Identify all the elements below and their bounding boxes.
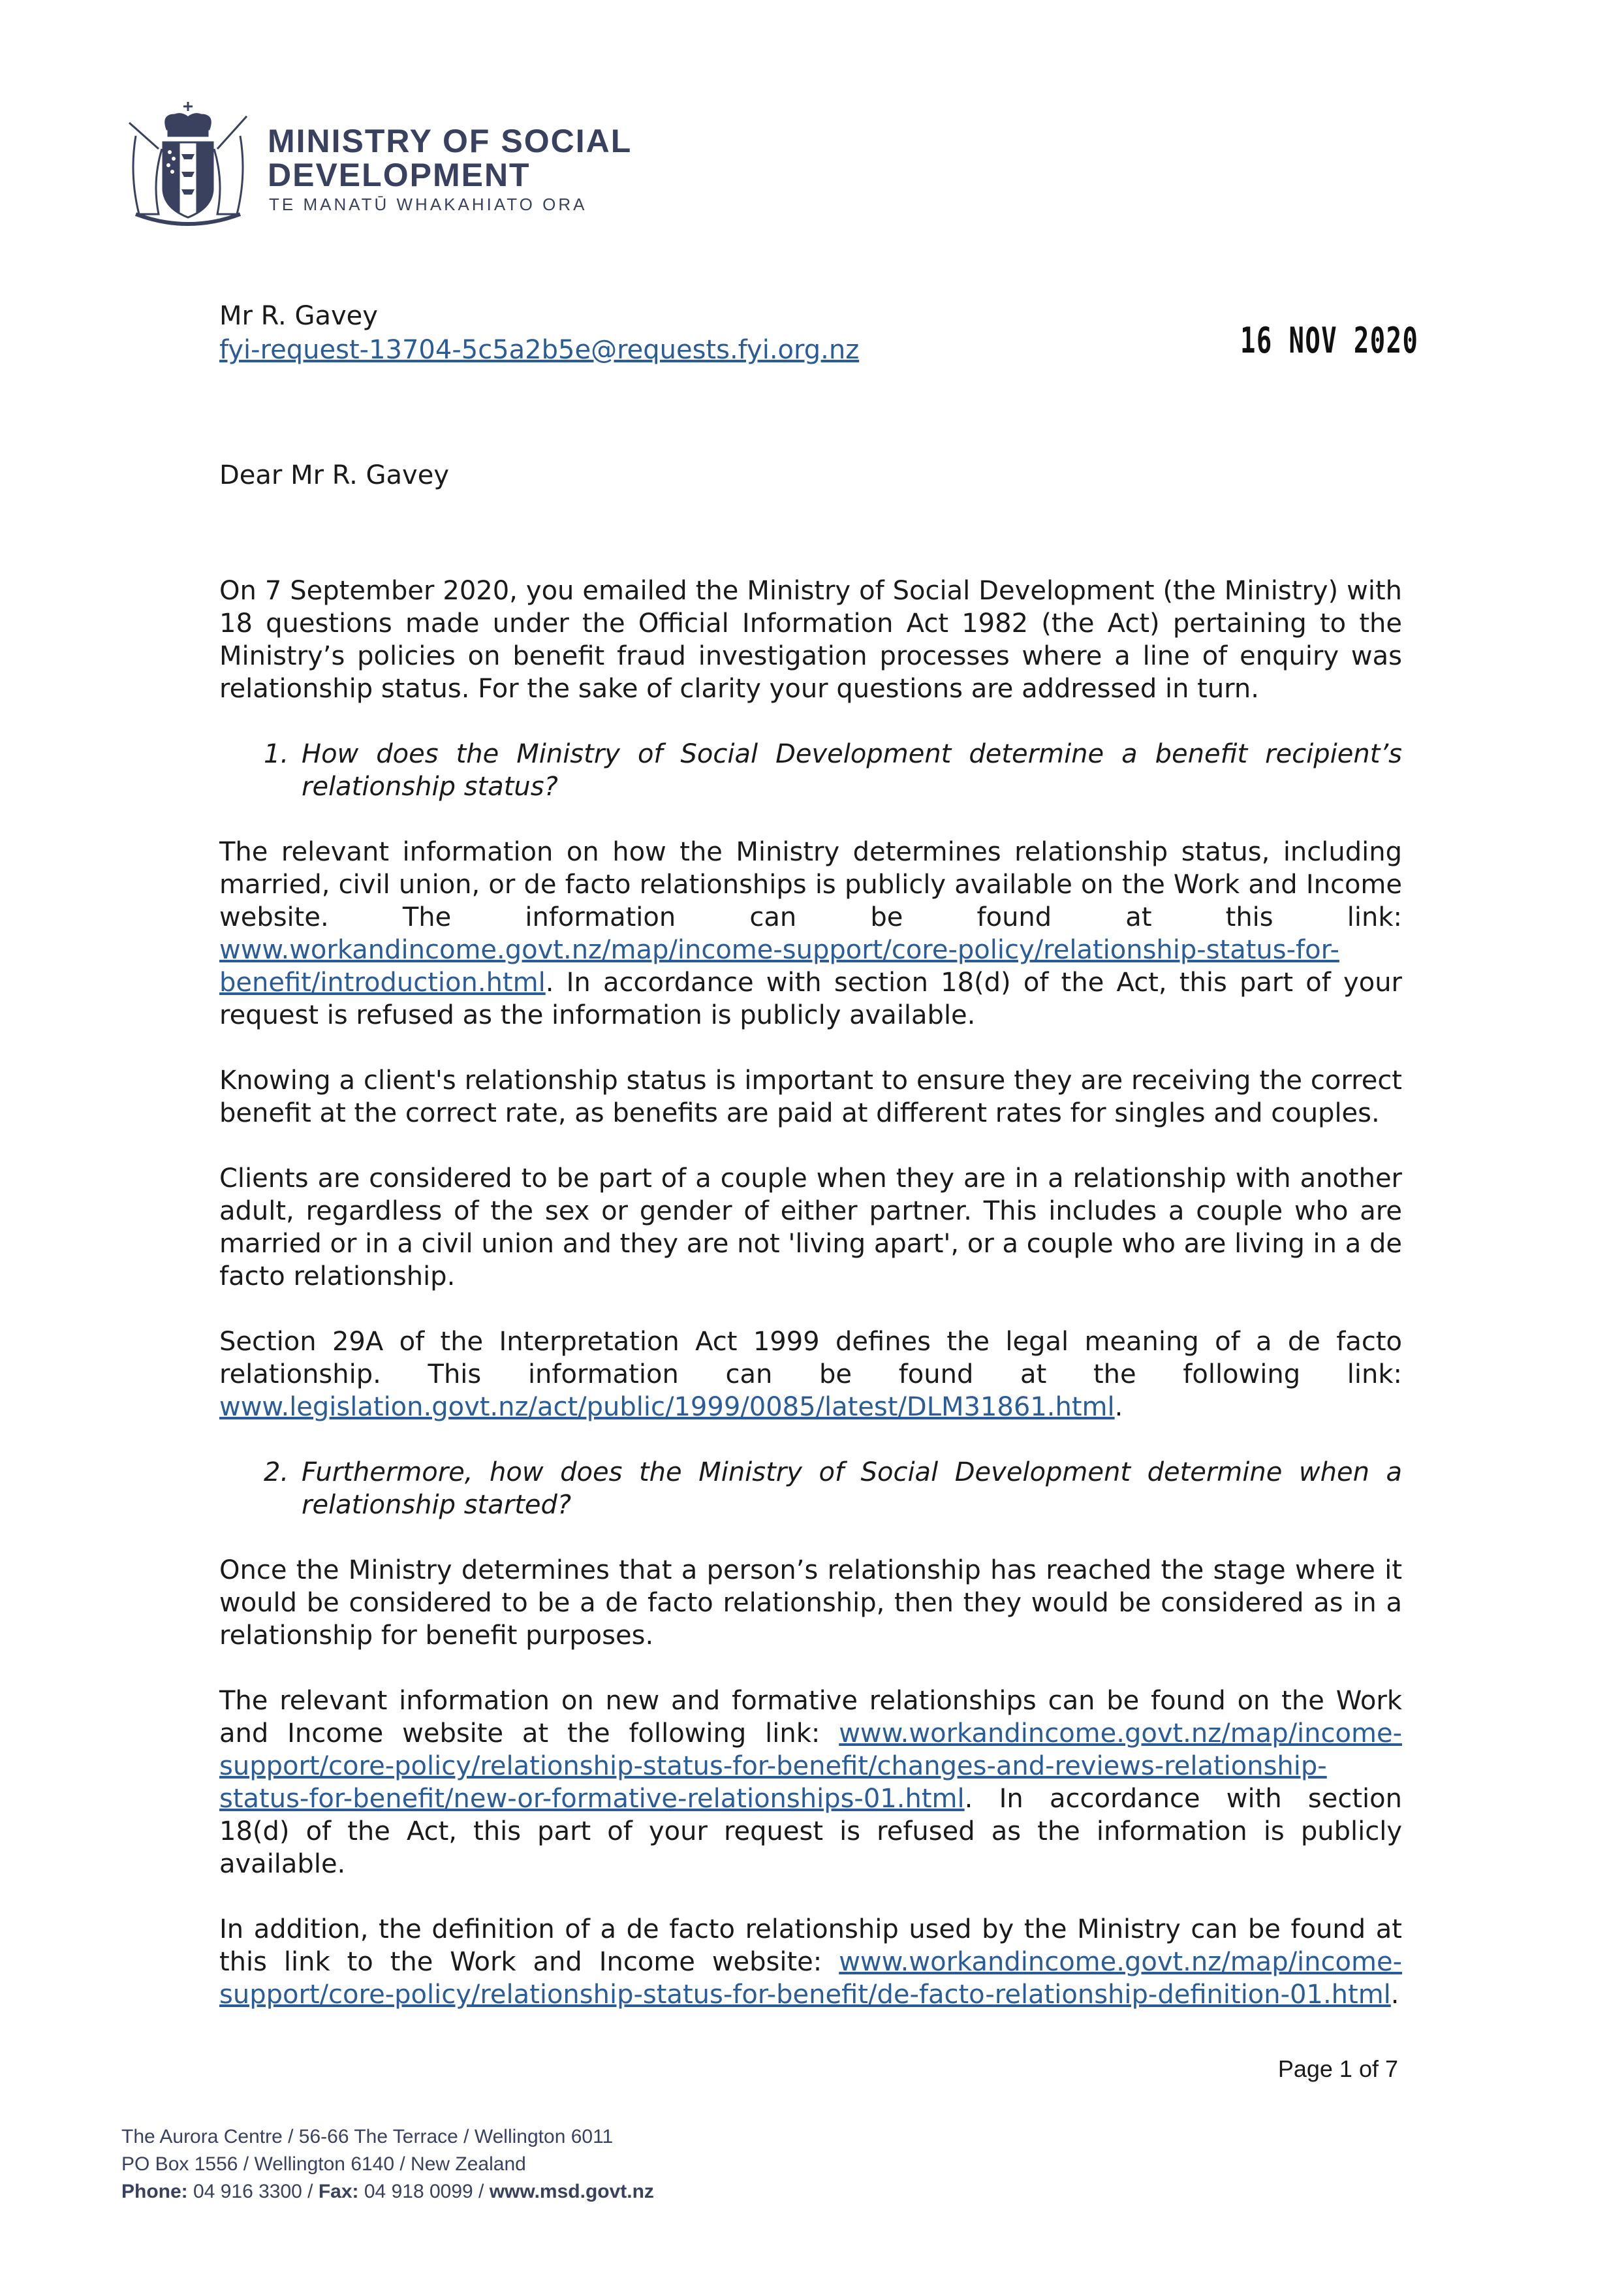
phone-label: Phone: bbox=[121, 2181, 188, 2202]
nz-coat-of-arms-icon bbox=[116, 97, 260, 234]
organisation-name bbox=[268, 124, 632, 192]
question-2 bbox=[219, 1456, 1402, 1521]
footer-address bbox=[121, 2123, 654, 2206]
answer-1-paragraph-2: Knowing a client's relationship status is important to ensure they are receiving the correct benefit at the correct rate, as benefits are paid at different rates for singles and couples. bbox=[219, 1066, 1402, 1128]
salutation: Dear Mr R. Gavey bbox=[219, 460, 450, 490]
answer-1-paragraph-1 bbox=[219, 836, 1402, 1032]
recipient-name: Mr R. Gavey bbox=[219, 301, 378, 331]
letterhead bbox=[116, 97, 704, 247]
answer-2-paragraph-1: Once the Ministry determines that a person’s relationship has reached the stage where it would be considered to be a de facto relationship, then they would be considered as in a relationship for benefit purposes. bbox=[219, 1555, 1402, 1651]
fax-number: 04 918 0099 / bbox=[358, 2181, 490, 2202]
question-number: 2. bbox=[264, 1457, 289, 1487]
org-name-line1: MINISTRY OF SOCIAL bbox=[268, 123, 632, 159]
question-1 bbox=[219, 738, 1402, 803]
address-line-2: PO Box 1556 / Wellington 6140 / New Zealand bbox=[121, 2153, 526, 2175]
de-facto-definition-link[interactable]: www.workandincome.govt.nz/map/income-support/core-policy/relationship-status-for-benefit/de-facto-relationship-definition-01.html bbox=[219, 1947, 1402, 2010]
contact-line bbox=[121, 2178, 654, 2206]
recipient-email-link[interactable]: fyi-request-13704-5c5a2b5e@requests.fyi.org.nz bbox=[219, 335, 860, 365]
answer-1-paragraph-4 bbox=[219, 1325, 1402, 1423]
intro-paragraph: On 7 September 2020, you emailed the Ministry of Social Development (the Ministry) with 18 questions made under the Official Information Act 1982 (the Act) pertaining to the Ministry’s policies on benefit fraud investigation processes where a line of enquiry was relationship status. For the sake of clarity your questions are addressed in turn. bbox=[219, 576, 1402, 704]
paragraph-text: . bbox=[1390, 1980, 1399, 2010]
answer-2-paragraph-2 bbox=[219, 1685, 1402, 1880]
paragraph-text: Section 29A of the Interpretation Act 1999 defines the legal meaning of a de facto relationship. This information can be found at the following link: bbox=[219, 1327, 1402, 1389]
paragraph-text: The relevant information on how the Ministry determines relationship status, including married, civil union, or de facto relationships is publicly available on the Work and Income website. The information can be found at this link: bbox=[219, 837, 1402, 932]
answer-2-paragraph-3 bbox=[219, 1913, 1402, 2011]
new-or-formative-relationships-link[interactable]: www.workandincome.govt.nz/map/income-support/core-policy/relationship-status-for-benefit/changes-and-reviews-relationship-status-for-benefit/new-or-formative-relationships-01.html bbox=[219, 1718, 1402, 1814]
paragraph-text: . In accordance with section 18(d) of the Act, this part of your request is refused as the information is publicly available. bbox=[219, 1784, 1402, 1879]
legislation-link[interactable]: www.legislation.govt.nz/act/public/1999/0085/latest/DLM31861.html bbox=[219, 1392, 1115, 1422]
website-link[interactable]: www.msd.govt.nz bbox=[489, 2181, 654, 2202]
paragraph-text: . In accordance with section 18(d) of the Act, this part of your request is refused as the information is publicly available. bbox=[219, 968, 1402, 1030]
phone-number: 04 916 3300 / bbox=[187, 2181, 319, 2202]
question-number: 1. bbox=[264, 739, 289, 769]
question-text: Furthermore, how does the Ministry of Social Development determine when a relationship started? bbox=[302, 1457, 1402, 1520]
paragraph-text: In addition, the definition of a de facto relationship used by the Ministry can be found at this link to the Work and Income website: bbox=[219, 1914, 1402, 1977]
paragraph-text: The relevant information on new and formative relationships can be found on the Work and Income website at the following link: bbox=[219, 1686, 1402, 1749]
answer-1-paragraph-3: Clients are considered to be part of a couple when they are in a relationship with another adult, regardless of the sex or gender of either partner. This includes a couple who are married or in a civil union and they are not 'living apart', or a couple who are living in a de facto relationship. bbox=[219, 1163, 1402, 1291]
recipient-block bbox=[219, 299, 859, 367]
question-text: How does the Ministry of Social Development determine a benefit recipient’s relationship status? bbox=[302, 739, 1402, 802]
organisation-maori-name: TE MANATŪ WHAKAHIATO ORA bbox=[269, 195, 587, 214]
page-number: Page 1 of 7 bbox=[1277, 2055, 1398, 2082]
address-line-1: The Aurora Centre / 56-66 The Terrace / Wellington 6011 bbox=[121, 2126, 614, 2147]
relationship-status-introduction-link[interactable]: www.workandincome.govt.nz/map/income-support/core-policy/relationship-status-for-benefit/introduction.html bbox=[219, 935, 1339, 998]
date-stamp: 16 NOV 2020 bbox=[1240, 320, 1419, 361]
fax-label: Fax: bbox=[318, 2181, 359, 2202]
paragraph-text: . bbox=[1114, 1392, 1123, 1422]
letter-body bbox=[219, 575, 1402, 2044]
org-name-line2: DEVELOPMENT bbox=[268, 157, 531, 193]
